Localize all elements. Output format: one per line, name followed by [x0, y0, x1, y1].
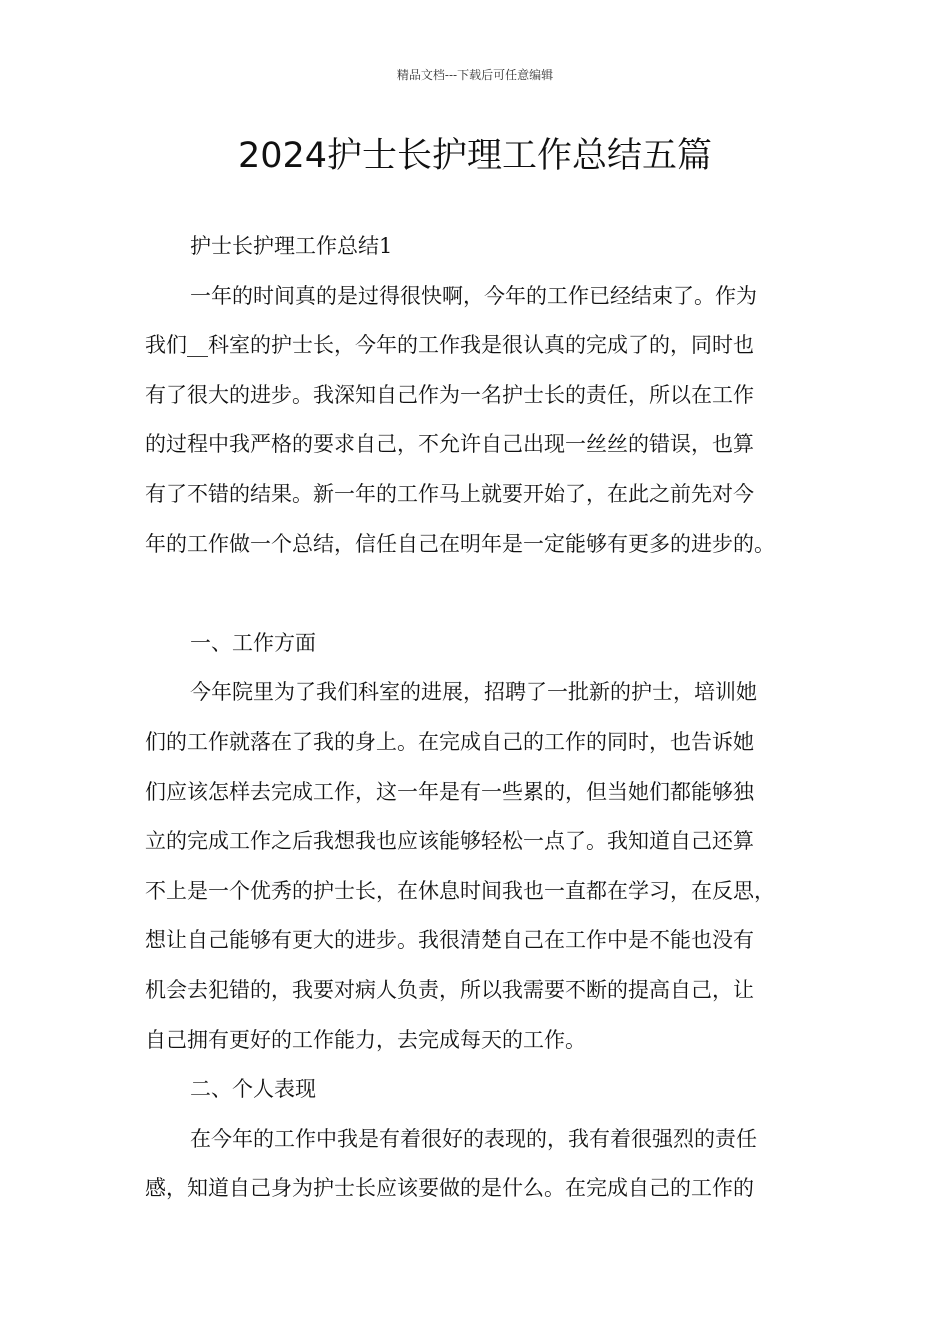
- text-line: 有了不错的结果。新一年的工作马上就要开始了，在此之前先对今: [145, 481, 754, 506]
- text-line: 我们__科室的护士长，今年的工作我是很认真的完成了的，同时也: [145, 333, 754, 358]
- text-line: 一年的时间真的是过得很快啊，今年的工作已经结束了。作为: [190, 283, 757, 308]
- header-note: 精品文档---下载后可任意编辑: [396, 68, 554, 82]
- text-line: 自己拥有更好的工作能力，去完成每天的工作。: [145, 1027, 586, 1052]
- text-line: 年的工作做一个总结，信任自己在明年是一定能够有更多的进步的。: [145, 531, 775, 556]
- text-line: 感，知道自己身为护士长应该要做的是什么。在完成自己的工作的: [145, 1176, 754, 1201]
- blank-line: [145, 569, 825, 619]
- text-line: 机会去犯错的，我要对病人负责，所以我需要不断的提高自己，让: [145, 977, 754, 1002]
- text-line: 们应该怎样去完成工作，这一年是有一些累的，但当她们都能够独: [145, 779, 754, 804]
- text-line: 的过程中我严格的要求自己，不允许自己出现一丝丝的错误，也算: [145, 432, 754, 457]
- text-line: 想让自己能够有更大的进步。我很清楚自己在工作中是不能也没有: [145, 928, 754, 953]
- text-line: 不上是一个优秀的护士长，在休息时间我也一直都在学习，在反思，: [145, 878, 775, 903]
- text-line: 一、工作方面: [190, 630, 316, 655]
- text-line: 有了很大的进步。我深知自己作为一名护士长的责任，所以在工作: [145, 382, 754, 407]
- text-line: 护士长护理工作总结1: [190, 234, 393, 258]
- text-line: 在今年的工作中我是有着很好的表现的，我有着很强烈的责任: [190, 1126, 757, 1151]
- document-body: [145, 222, 825, 1214]
- text-line: 立的完成工作之后我想我也应该能够轻松一点了。我知道自己还算: [145, 829, 754, 854]
- document-title: 2024护士长护理工作总结五篇: [237, 136, 713, 176]
- text-line: 二、个人表现: [190, 1077, 316, 1102]
- text-line: 今年院里为了我们科室的进展，招聘了一批新的护士，培训她: [190, 680, 757, 705]
- text-line: 们的工作就落在了我的身上。在完成自己的工作的同时，也告诉她: [145, 729, 754, 754]
